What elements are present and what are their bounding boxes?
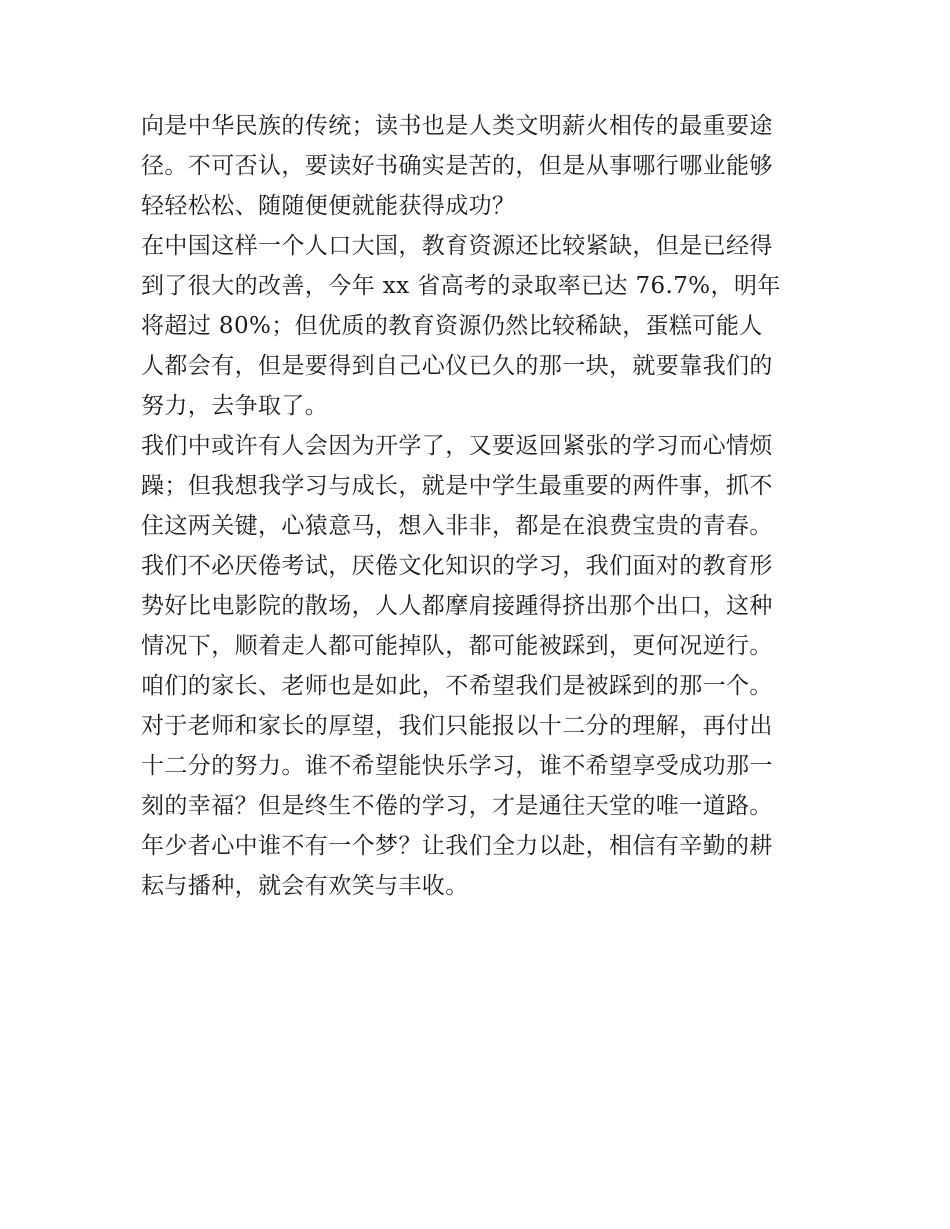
text-line: 轻轻松松、随随便便就能获得成功？ <box>141 193 516 219</box>
text-line: 将超过 80%；但优质的教育资源仍然比较稀缺，蛋糕可能人 <box>141 313 763 339</box>
text-line: 住这两关键，心猿意马，想入非非，都是在浪费宝贵的青春。 <box>141 513 773 539</box>
text-line: 势好比电影院的散场，人人都摩肩接踵得挤出那个出口，这种 <box>141 593 773 619</box>
text-line: 到了很大的改善，今年 xx 省高考的录取率已达 76.7%，明年 <box>141 273 781 299</box>
text-line: 我们中或许有人会因为开学了，又要返回紧张的学习而心情烦 <box>141 433 773 459</box>
text-line: 努力，去争取了。 <box>141 393 329 419</box>
text-line: 情况下，顺着走人都可能掉队，都可能被踩到，更何况逆行。 <box>141 633 773 659</box>
text-line: 人都会有，但是要得到自己心仪已久的那一块，就要靠我们的 <box>141 353 773 379</box>
text-line: 对于老师和家长的厚望，我们只能报以十二分的理解，再付出 <box>141 713 773 739</box>
text-line: 耘与播种，就会有欢笑与丰收。 <box>141 873 469 899</box>
text-line: 向是中华民族的传统；读书也是人类文明薪火相传的最重要途 <box>141 113 773 139</box>
text-line: 躁；但我想我学习与成长，就是中学生最重要的两件事，抓不 <box>141 473 773 499</box>
text-line: 在中国这样一个人口大国，教育资源还比较紧缺，但是已经得 <box>141 233 773 259</box>
text-line: 十二分的努力。谁不希望能快乐学习，谁不希望享受成功那一 <box>141 753 773 779</box>
text-line: 径。不可否认，要读好书确实是苦的，但是从事哪行哪业能够 <box>141 153 773 179</box>
text-line: 我们不必厌倦考试，厌倦文化知识的学习，我们面对的教育形 <box>141 553 773 579</box>
body-text <box>141 106 821 906</box>
text-line: 咱们的家长、老师也是如此，不希望我们是被踩到的那一个。 <box>141 673 773 699</box>
text-line: 年少者心中谁不有一个梦？让我们全力以赴，相信有辛勤的耕 <box>141 833 773 859</box>
text-line: 刻的幸福？但是终生不倦的学习，才是通往天堂的唯一道路。 <box>141 793 773 819</box>
